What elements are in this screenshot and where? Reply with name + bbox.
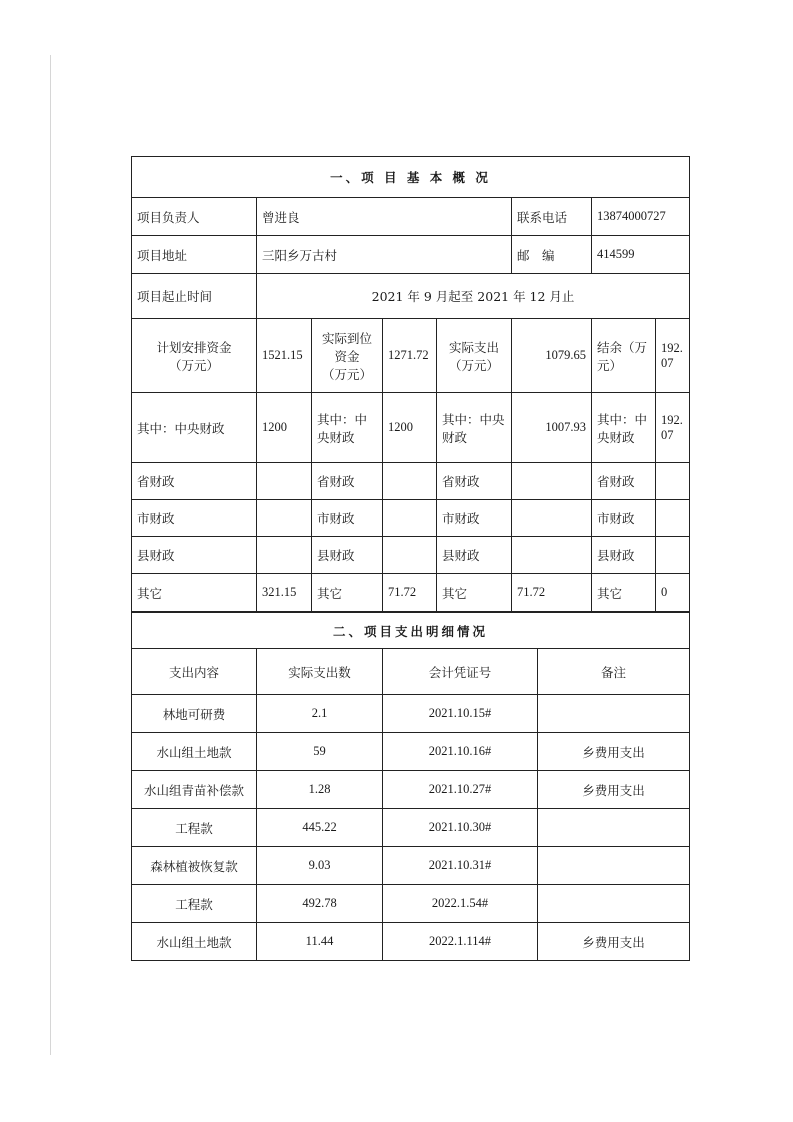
central-planned-value: 1200 xyxy=(257,393,312,463)
row-note xyxy=(538,847,690,885)
city-balance-label: 市财政 xyxy=(592,500,656,537)
central-spent-value: 1007.93 xyxy=(512,393,592,463)
provincial-received-label: 省财政 xyxy=(312,463,383,500)
phone-value: 13874000727 xyxy=(592,198,690,236)
central-planned-label: 其中：中央财政 xyxy=(132,393,257,463)
city-planned-label: 市财政 xyxy=(132,500,257,537)
section-title-overview: 一、项 目 基 本 概 况 xyxy=(132,157,690,198)
balance-label: 结余（万元） xyxy=(592,319,656,393)
section-title-expenditure: 二、项目支出明细情况 xyxy=(132,613,690,649)
row-voucher: 2021.10.30# xyxy=(383,809,538,847)
column-header-content: 支出内容 xyxy=(132,649,257,695)
county-planned-value xyxy=(257,537,312,574)
table-row xyxy=(132,695,690,733)
row-amount: 1.28 xyxy=(257,771,383,809)
table-row xyxy=(132,809,690,847)
city-planned-value xyxy=(257,500,312,537)
row-content: 工程款 xyxy=(132,885,257,923)
row-content: 森林植被恢复款 xyxy=(132,847,257,885)
spent-funds-value: 1079.65 xyxy=(512,319,592,393)
owner-value: 曾进良 xyxy=(257,198,512,236)
table-row xyxy=(132,923,690,961)
other-planned-value: 321.15 xyxy=(257,574,312,612)
scan-margin-line xyxy=(50,55,51,1055)
row-note: 乡费用支出 xyxy=(538,923,690,961)
table-row xyxy=(132,885,690,923)
row-amount: 59 xyxy=(257,733,383,771)
city-received-value xyxy=(383,500,437,537)
provincial-balance-value xyxy=(656,463,690,500)
row-content: 林地可研费 xyxy=(132,695,257,733)
provincial-spent-label: 省财政 xyxy=(437,463,512,500)
row-amount: 2.1 xyxy=(257,695,383,733)
received-funds-value: 1271.72 xyxy=(383,319,437,393)
spent-funds-label: 实际支出 （万元） xyxy=(437,319,512,393)
expenditure-detail-table xyxy=(131,612,690,961)
provincial-planned-value xyxy=(257,463,312,500)
postcode-value: 414599 xyxy=(592,236,690,274)
row-voucher: 2021.10.16# xyxy=(383,733,538,771)
row-amount: 445.22 xyxy=(257,809,383,847)
city-spent-label: 市财政 xyxy=(437,500,512,537)
other-balance-value: 0 xyxy=(656,574,690,612)
row-voucher: 2021.10.27# xyxy=(383,771,538,809)
other-spent-value: 71.72 xyxy=(512,574,592,612)
provincial-planned-label: 省财政 xyxy=(132,463,257,500)
postcode-label: 邮 编 xyxy=(512,236,592,274)
phone-label: 联系电话 xyxy=(512,198,592,236)
row-amount: 9.03 xyxy=(257,847,383,885)
other-planned-label: 其它 xyxy=(132,574,257,612)
column-header-note: 备注 xyxy=(538,649,690,695)
period-value: 2021 年 9 月起至 2021 年 12 月止 xyxy=(257,274,690,319)
row-voucher: 2022.1.54# xyxy=(383,885,538,923)
table-row xyxy=(132,733,690,771)
central-balance-value: 192.07 xyxy=(656,393,690,463)
received-funds-label: 实际到位资金 （万元） xyxy=(312,319,383,393)
provincial-spent-value xyxy=(512,463,592,500)
column-header-amount: 实际支出数 xyxy=(257,649,383,695)
owner-label: 项目负责人 xyxy=(132,198,257,236)
row-voucher: 2021.10.31# xyxy=(383,847,538,885)
row-note: 乡费用支出 xyxy=(538,771,690,809)
central-spent-label: 其中：中央财政 xyxy=(437,393,512,463)
other-received-label: 其它 xyxy=(312,574,383,612)
table-row xyxy=(132,771,690,809)
row-amount: 492.78 xyxy=(257,885,383,923)
provincial-received-value xyxy=(383,463,437,500)
provincial-balance-label: 省财政 xyxy=(592,463,656,500)
row-voucher: 2022.1.114# xyxy=(383,923,538,961)
county-spent-label: 县财政 xyxy=(437,537,512,574)
row-note xyxy=(538,885,690,923)
row-voucher: 2021.10.15# xyxy=(383,695,538,733)
county-balance-value xyxy=(656,537,690,574)
planned-funds-label: 计划安排资金 （万元） xyxy=(132,319,257,393)
planned-funds-value: 1521.15 xyxy=(257,319,312,393)
balance-value: 192.07 xyxy=(656,319,690,393)
other-received-value: 71.72 xyxy=(383,574,437,612)
central-balance-label: 其中：中央财政 xyxy=(592,393,656,463)
other-spent-label: 其它 xyxy=(437,574,512,612)
city-spent-value xyxy=(512,500,592,537)
city-balance-value xyxy=(656,500,690,537)
row-content: 水山组土地款 xyxy=(132,923,257,961)
other-balance-label: 其它 xyxy=(592,574,656,612)
county-planned-label: 县财政 xyxy=(132,537,257,574)
city-received-label: 市财政 xyxy=(312,500,383,537)
row-amount: 11.44 xyxy=(257,923,383,961)
row-content: 工程款 xyxy=(132,809,257,847)
column-header-voucher: 会计凭证号 xyxy=(383,649,538,695)
project-overview-table xyxy=(131,156,690,612)
address-value: 三阳乡万古村 xyxy=(257,236,512,274)
table-row xyxy=(132,847,690,885)
row-note xyxy=(538,695,690,733)
central-received-label: 其中：中央财政 xyxy=(312,393,383,463)
county-spent-value xyxy=(512,537,592,574)
central-received-value: 1200 xyxy=(383,393,437,463)
county-received-value xyxy=(383,537,437,574)
row-note: 乡费用支出 xyxy=(538,733,690,771)
row-content: 水山组土地款 xyxy=(132,733,257,771)
period-label: 项目起止时间 xyxy=(132,274,257,319)
address-label: 项目地址 xyxy=(132,236,257,274)
row-content: 水山组青苗补偿款 xyxy=(132,771,257,809)
row-note xyxy=(538,809,690,847)
county-received-label: 县财政 xyxy=(312,537,383,574)
county-balance-label: 县财政 xyxy=(592,537,656,574)
